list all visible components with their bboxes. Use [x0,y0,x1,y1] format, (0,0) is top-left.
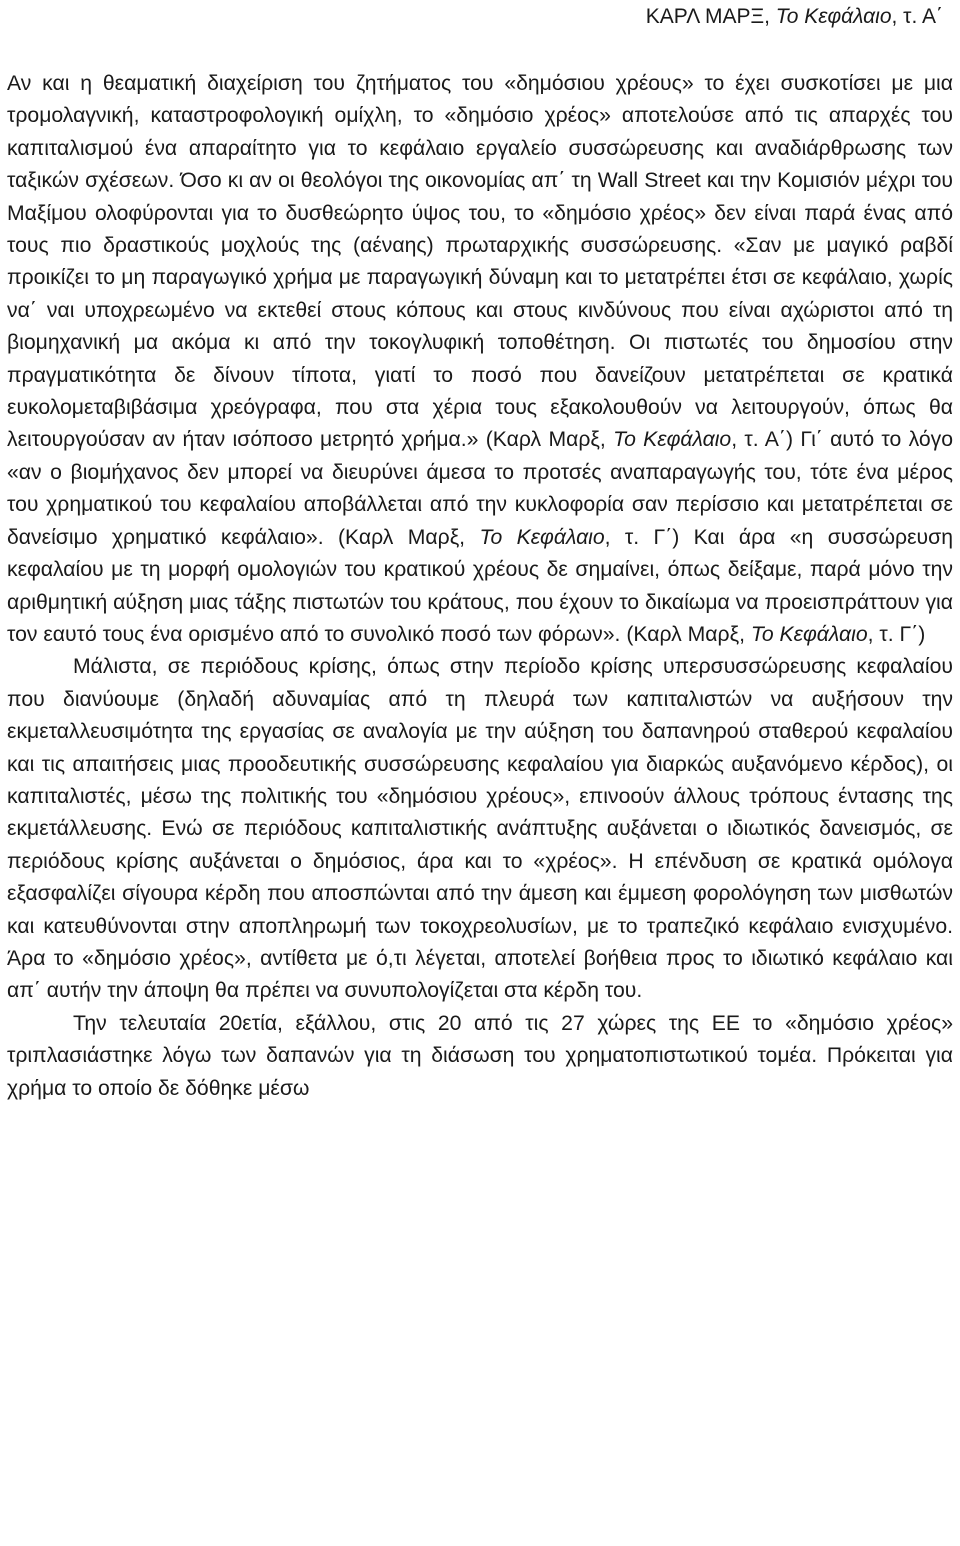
paragraph-1 [7,68,953,651]
paragraph-2-text: Μάλιστα, σε περιόδους κρίσης, όπως στην περίοδο κρίσης υπερσυσσώρευσης κεφαλαίου που διανύουμε (δηλαδή αδυναμίας από τη πλευρά των καπιταλιστών να αυξήσουν την εκμεταλλευσιμότητα της εργασίας σε αναλογία με την αύξηση του δαπανηρού σταθερού κεφαλαίου και τις απαιτήσεις μιας προοδευτικής συσσώρευσης κεφαλαίου για διαρκώς αυξανόμενο κέρδος), οι καπιταλιστές, μέσω της πολιτικής του «δημόσιου χρέους», επινοούν άλλους τρόπους έντασης της εκμετάλλευσης. Ενώ σε περιόδους καπιταλιστικής ανάπτυξης αυξάνεται ο ιδιωτικός δανεισμός, σε περιόδους κρίσης αυξάνεται ο δημόσιος, άρα και το «χρέος». Η επένδυση σε κρατικά ομόλογα εξασφαλίζει σίγουρα κέρδη που αποσπώνται από την άμεση και έμμεση φορολόγηση των μισθωτών και κατευθύνονται στην αποπληρωμή των τοκοχρεολυσίων, με το τραπεζικό κεφάλαιο ενισχυμένο. Άρα το «δημόσιο χρέος», αντίθετα με ό,τι λέγεται, αποτελεί βοήθεια προς το ιδιωτικό κεφάλαιο και απ΄ αυτήν την άποψη θα πρέπει να συνυπολογίζεται στα κέρδη του. [7,655,953,1003]
citation-title-3: Το Κεφάλαιο [750,622,868,646]
paragraph-2 [7,651,953,1007]
paragraph-1-sentence-2: Όσο κι αν οι θεολόγοι της οικονομίας απ΄ τη Wall Street και την Κομισιόν μέχρι του Μαξίμου ολοφύρονται για το δυσθεώρητο ύψος του, το «δημόσιο χρέος» δεν είναι παρά ένας από τους πιο δραστικούς μοχλούς της (αέναης) πρωταρχικής συσσώρευσης. [7,169,953,258]
header-author: ΚΑΡΛ ΜΑΡΞ, [645,5,776,28]
running-header [646,2,943,32]
paragraph-1-quote-3: , τ. Α΄) Γι΄ αυτό το λόγο «αν ο βιομήχανος δεν μπορεί να διευρύνει άμεσα το προτσές αναπαραγωγής του, τότε ένα μέρος του χρηματικού του κεφαλαίου αποβάλλεται από την κυκλοφορία σαν περίσσιο και μετατρέπεται σε δανείσιμο χρηματικό κεφάλαιο». (Καρλ Μαρξ, [7,428,953,549]
citation-title-2: Το Κεφάλαιο [479,525,605,549]
paragraph-1-quote-4: , τ. Γ΄) Και άρα «η συσσώρευση κεφαλαίου με τη μορφή ομολογιών του κρατικού χρέους δε σημαίνει, όπως δείξαμε, παρά μόνο την αριθμητική αύξηση μιας τάξης πιστωτών του κράτους, που έχουν το δικαίωμα να προεισπράττουν για τον εαυτό τους ένα ορισμένο από το συνολικό ποσό των φόρων». (Καρλ Μαρξ, [7,525,953,646]
paragraph-3 [7,1008,953,1105]
citation-title-1: Το Κεφάλαιο [613,428,732,452]
paragraph-1-quote-2: Οι πιστωτές του δημοσίου στην πραγματικότητα δε δίνουν τίποτα, γιατί το ποσό που δανείζουν μετατρέπεται σε κρατικά ευκολομεταβιβάσιμα χρεόγραφα, που στα χέρια τους εξακολουθούν να λειτουργούν, όπως θα λειτουργούσαν αν ήταν ισόποσο μετρητό χρήμα.» (Καρλ Μαρξ, [7,331,953,452]
paragraph-1-quote-1: «Σαν με μαγικό ραβδί προικίζει το μη παραγωγικό χρήμα με παραγωγική δύναμη και το μετατρέπει έτσι σε κεφάλαιο, χωρίς να΄ ναι υποχρεωμένο να εκτεθεί στους κόπους και στους κινδύνους που είναι αχώριστοι από τη βιομηχανική μα ακόμα κι από την τοκογλυφική τοποθέτηση. [7,234,953,355]
body-text [7,68,953,1105]
document-page [7,0,953,1546]
header-volume: , τ. Α΄ [891,5,943,28]
paragraph-3-text: Την τελευταία 20ετία, εξάλλου, στις 20 από τις 27 χώρες της ΕΕ το «δημόσιο χρέος» τριπλασιάστηκε λόγω των δαπανών για τη διάσωση του χρηματοπιστωτικού τομέα. Πρόκειται για χρήμα το οποίο δε δόθηκε μέσω [7,1011,953,1100]
header-book-title: Το Κεφάλαιο [775,5,892,28]
paragraph-1-citation-end: , τ. Γ΄) [867,622,926,646]
paragraph-1-sentence-1: Αν και η θεαματική διαχείριση του ζητήματος του «δημόσιου χρέους» το έχει συσκοτίσει με μια τρομολαγνική, καταστροφολογική ομίχλη, το «δημόσιο χρέος» αποτελούσε από τις απαρχές του καπιταλισμού ένα απαραίτητο για το κεφάλαιο εργαλείο συσσώρευσης και αναδιάρθρωσης των ταξικών σχέσεων. [7,72,953,193]
